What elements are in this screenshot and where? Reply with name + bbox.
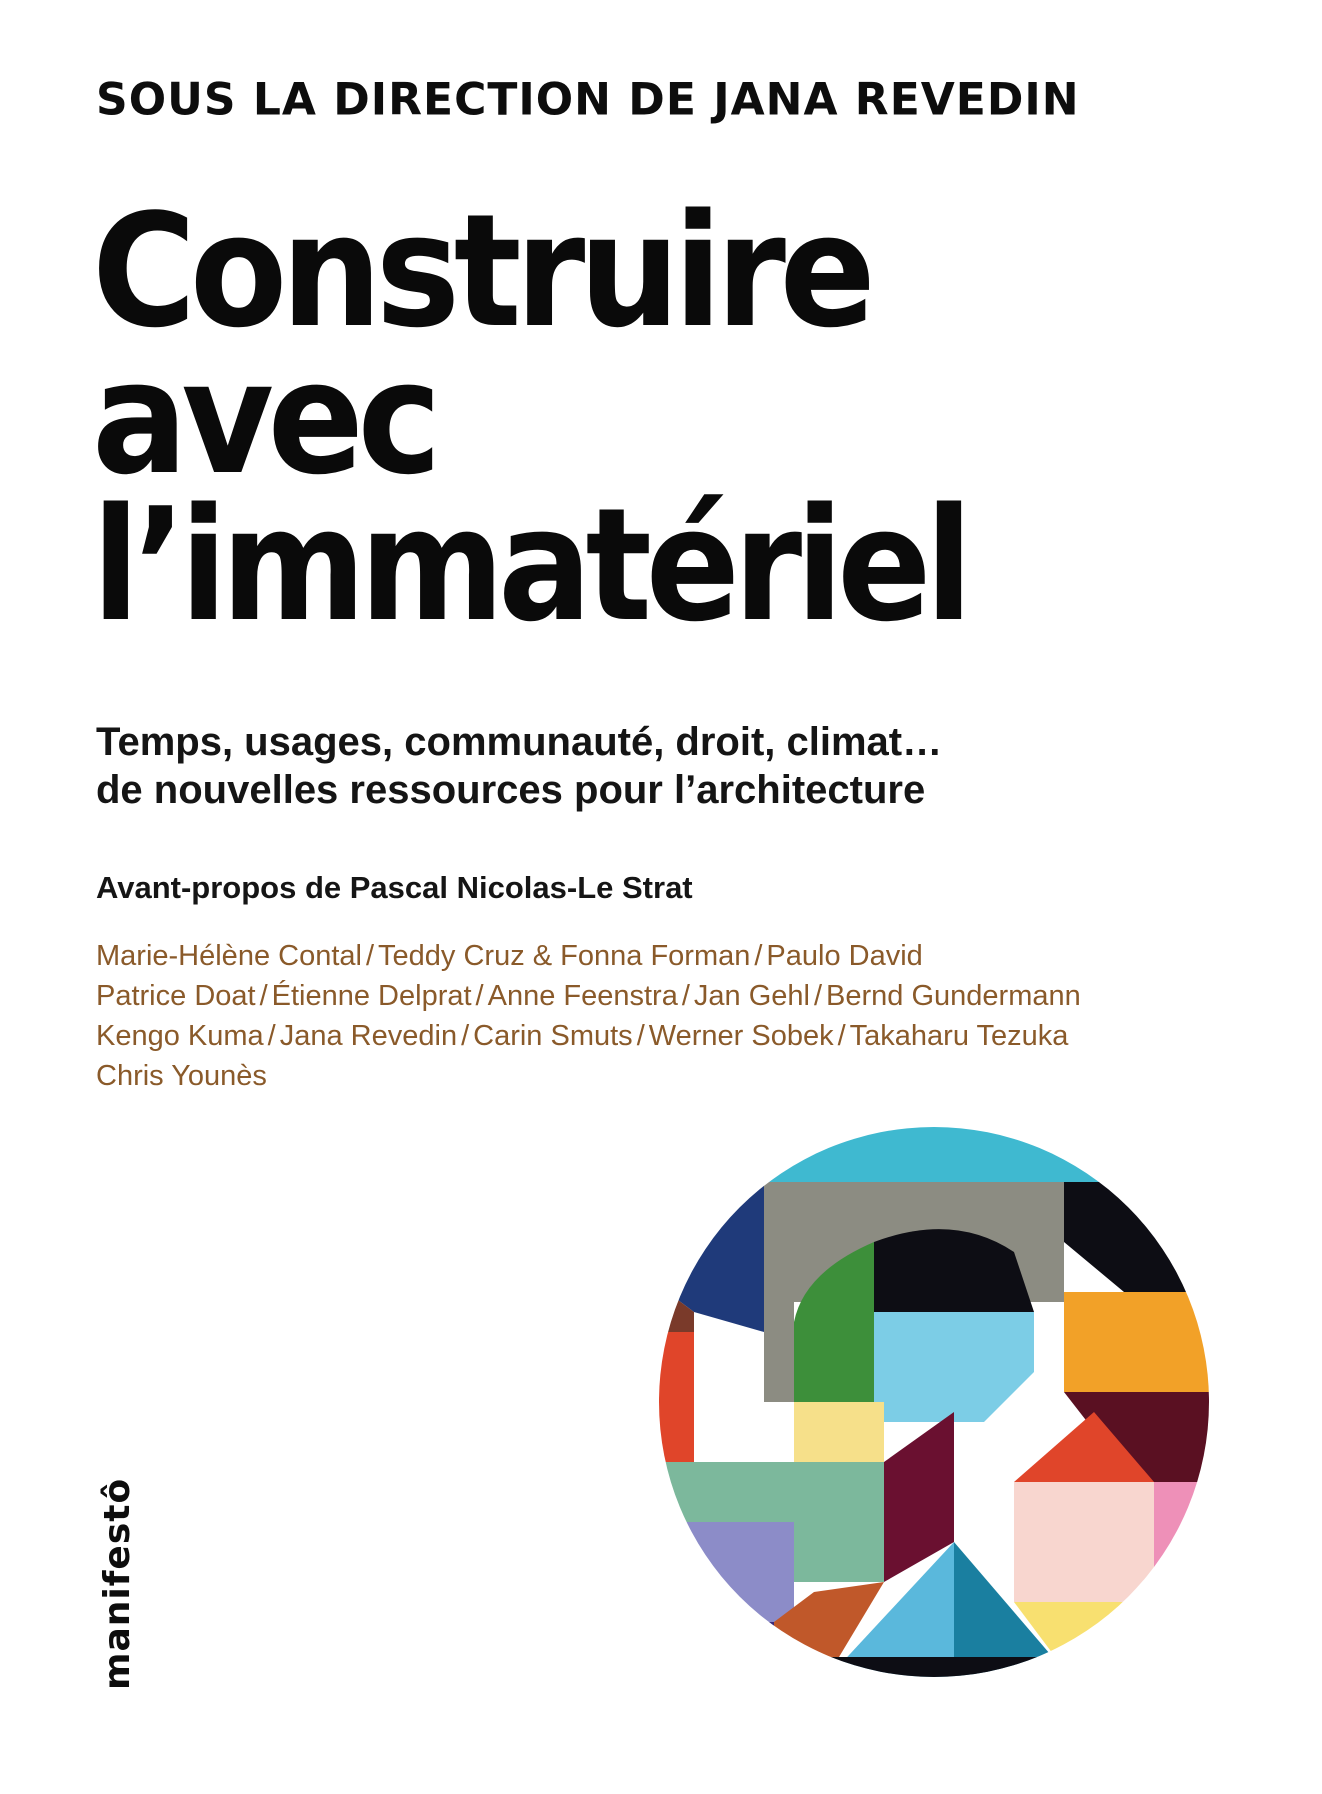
subtitle-line-1: Temps, usages, communauté, droit, climat…: [96, 720, 943, 764]
subtitle-line-2: de nouvelles ressources pour l’architecture: [96, 768, 926, 812]
contributor-name: Chris Younès: [96, 1060, 267, 1092]
editor-credit: SOUS LA DIRECTION DE JANA REVEDIN: [96, 73, 1080, 126]
book-subtitle: [96, 718, 942, 814]
contributor-name: Teddy Cruz & Fonna Forman: [378, 940, 751, 972]
name-separator: /: [267, 1020, 276, 1052]
contributor-name: Bernd Gundermann: [826, 980, 1081, 1012]
contributor-name: Jana Revedin: [279, 1020, 458, 1052]
name-separator: /: [813, 980, 823, 1012]
contributors-line: [96, 1016, 1081, 1056]
geometric-circle-painting-icon: [654, 1122, 1214, 1682]
publisher-logo: manifestô: [97, 1477, 138, 1690]
contributor-name: Paulo David: [766, 940, 923, 972]
contributor-name: Carin Smuts: [473, 1020, 633, 1052]
name-separator: /: [754, 940, 763, 972]
name-separator: /: [365, 940, 375, 972]
title-line-2: avec: [92, 327, 436, 509]
name-separator: /: [461, 1020, 470, 1052]
book-title: [92, 180, 1075, 656]
contributors-line: [96, 936, 1081, 976]
contributors-line: [96, 1056, 1081, 1096]
title-line-3: l’immatériel: [92, 474, 967, 656]
contributor-name: Jan Gehl: [693, 980, 810, 1012]
contributor-name: Takaharu Tezuka: [849, 1020, 1069, 1052]
contributors-line: [96, 976, 1081, 1016]
contributor-name: Étienne Delprat: [271, 980, 472, 1012]
name-separator: /: [475, 980, 484, 1012]
name-separator: /: [681, 980, 690, 1012]
contributor-name: Patrice Doat: [96, 980, 256, 1012]
name-separator: /: [837, 1020, 846, 1052]
contributor-name: Anne Feenstra: [487, 980, 678, 1012]
contributors-list: [96, 936, 1081, 1096]
contributor-name: Werner Sobek: [648, 1020, 834, 1052]
title-line-1: Construire: [92, 180, 870, 362]
contributor-name: Marie-Hélène Contal: [96, 940, 362, 972]
foreword-credit: Avant-propos de Pascal Nicolas-Le Strat: [96, 870, 693, 905]
name-separator: /: [259, 980, 268, 1012]
contributor-name: Kengo Kuma: [96, 1020, 264, 1052]
name-separator: /: [636, 1020, 645, 1052]
